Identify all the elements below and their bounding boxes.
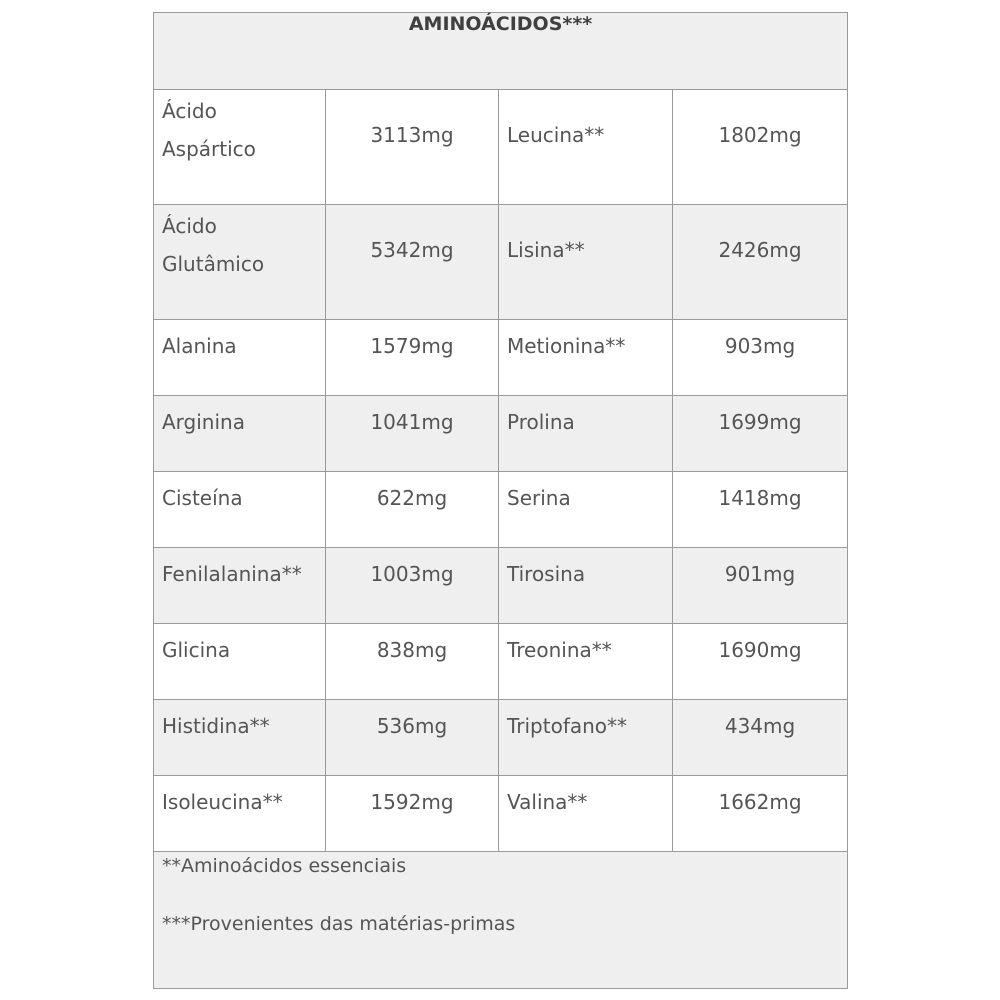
- amino-name: Arginina: [154, 396, 326, 472]
- amino-value: 1662mg: [673, 776, 848, 852]
- table-row: [154, 396, 848, 472]
- amino-name: Alanina: [154, 320, 326, 396]
- amino-value: 1579mg: [326, 320, 499, 396]
- amino-value: 536mg: [326, 700, 499, 776]
- amino-value: 901mg: [673, 548, 848, 624]
- amino-name: Histidina**: [154, 700, 326, 776]
- amino-name: Fenilalanina**: [154, 548, 326, 624]
- table-row: [154, 320, 848, 396]
- amino-name: Metionina**: [499, 320, 673, 396]
- table-row: [154, 205, 848, 320]
- amino-value: 903mg: [673, 320, 848, 396]
- table-row: [154, 776, 848, 852]
- amino-name: Tirosina: [499, 548, 673, 624]
- amino-acids-table: [153, 12, 848, 989]
- table-row: [154, 624, 848, 700]
- table-title: AMINOÁCIDOS***: [154, 13, 848, 90]
- amino-value: 1418mg: [673, 472, 848, 548]
- amino-value: 1690mg: [673, 624, 848, 700]
- amino-value: 622mg: [326, 472, 499, 548]
- amino-value: 838mg: [326, 624, 499, 700]
- footnote-essential: **Aminoácidos essenciais: [162, 855, 407, 877]
- amino-value: 434mg: [673, 700, 848, 776]
- amino-value: 2426mg: [673, 205, 848, 320]
- amino-name: Glicina: [154, 624, 326, 700]
- amino-name: Triptofano**: [499, 700, 673, 776]
- amino-value: 5342mg: [326, 205, 499, 320]
- amino-value: 1699mg: [673, 396, 848, 472]
- table-row: [154, 548, 848, 624]
- table-row: [154, 472, 848, 548]
- amino-name: Valina**: [499, 776, 673, 852]
- table-row: [154, 90, 848, 205]
- footnotes: [154, 852, 848, 989]
- table-row: [154, 700, 848, 776]
- amino-name: Ácido Aspártico: [154, 90, 326, 205]
- amino-value: 3113mg: [326, 90, 499, 205]
- amino-name: Prolina: [499, 396, 673, 472]
- footnote-source: ***Provenientes das matérias-primas: [162, 913, 516, 935]
- amino-value: 1592mg: [326, 776, 499, 852]
- amino-value: 1041mg: [326, 396, 499, 472]
- amino-name: Leucina**: [499, 90, 673, 205]
- amino-value: 1802mg: [673, 90, 848, 205]
- amino-name: Lisina**: [499, 205, 673, 320]
- amino-name: Ácido Glutâmico: [154, 205, 326, 320]
- amino-name: Serina: [499, 472, 673, 548]
- amino-name: Isoleucina**: [154, 776, 326, 852]
- amino-value: 1003mg: [326, 548, 499, 624]
- amino-name: Cisteína: [154, 472, 326, 548]
- amino-name: Treonina**: [499, 624, 673, 700]
